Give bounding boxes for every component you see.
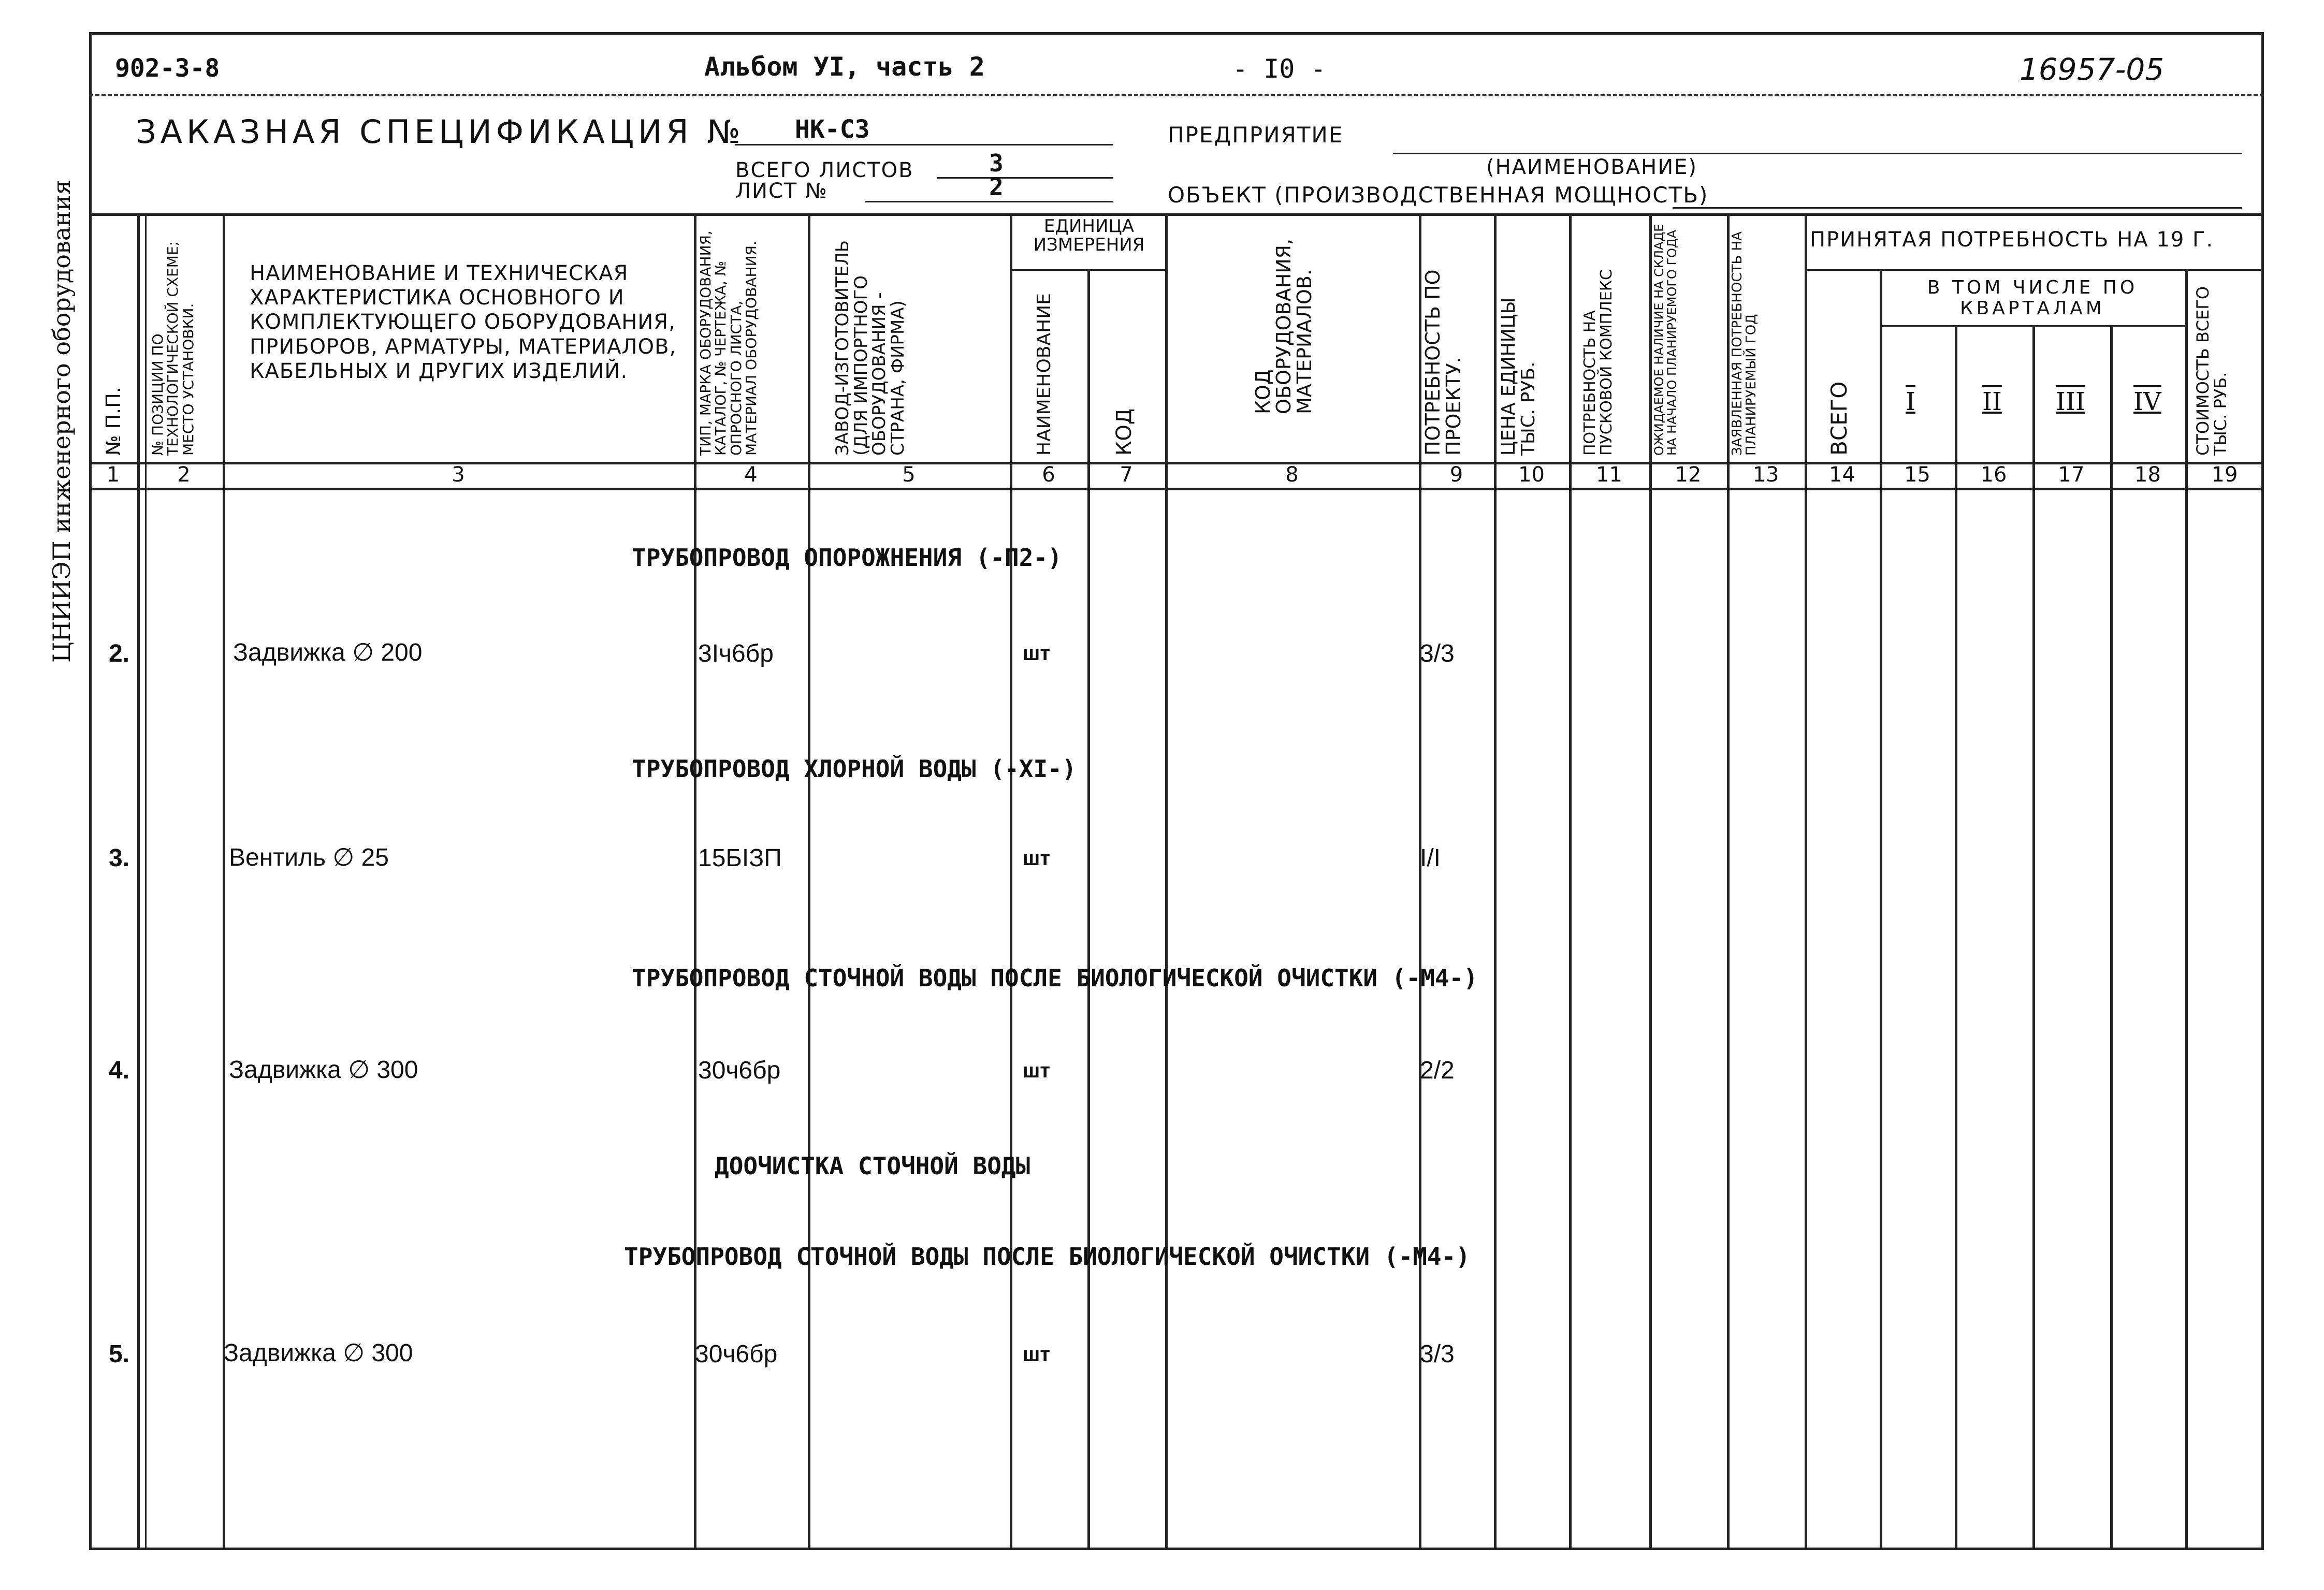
col-line-16 [2032,325,2035,1550]
col-line-7 [1165,213,1168,1550]
row-item-type: 15БIЗП [698,844,782,872]
col-number: 1 [106,463,120,487]
col-number: 12 [1675,463,1702,487]
row-item-name: Вентиль ∅ 25 [229,844,389,871]
row-number: 3. [109,844,130,872]
row-item-type: 3Iч6бр [698,640,774,667]
col-header-17: III [2056,387,2085,416]
col-number: 6 [1042,463,1055,487]
row-item-unit: шт [1023,1059,1050,1082]
object-label: ОБЪЕКТ (ПРОИЗВОДСТВЕННАЯ МОЩНОСТЬ) [1168,182,1709,208]
enterprise-label: ПРЕДПРИЯТИЕ [1168,122,1344,148]
row-item-type: 30ч6бр [698,1057,781,1084]
col-number: 19 [2211,463,2238,487]
col-line-5 [1010,213,1012,1550]
col-number: 11 [1596,463,1622,487]
col-number: 15 [1904,463,1930,487]
row-item-qty: 3/3 [1420,1340,1455,1368]
col-number: 17 [2058,463,2085,487]
row-number: 5. [109,1340,130,1368]
col-header-15: I [1906,387,1915,416]
col-header-4: ТИП, МАРКА ОБОРУДОВАНИЯ, КАТАЛОГ, № ЧЕРТЕЖА, № ОПРОСНОГО ЛИСТА, МАТЕРИАЛ ОБОРУДОВАНИЯ. [697,230,760,456]
row-item-name: Задвижка ∅ 300 [224,1339,413,1367]
col-header-10: ЦЕНА ЕДИНИЦЫ ТЫС. РУБ. [1498,297,1539,456]
top-divider [89,94,2264,96]
sheet-value: 2 [989,173,1004,201]
section-heading: ТРУБОПРОВОД ХЛОРНОЙ ВОДЫ (-XI-) [632,755,1077,783]
sheet-line [865,201,1113,202]
row-item-name: Задвижка ∅ 300 [229,1056,418,1084]
col-line-18 [2185,269,2188,1550]
sheet-frame [89,32,2264,1550]
doc-code: 902-3-8 [115,54,220,83]
col-header-13: ЗАЯВЛЕННАЯ ПОТРЕБНОСТЬ НА ПЛАНИРУЕМЫЙ ГОД [1730,231,1760,456]
col-line-15 [1955,325,1957,1550]
row-item-qty: 2/2 [1420,1057,1455,1084]
side-label: ЦНИИЭП инженерного оборудования [48,180,76,663]
col-header-16: II [1982,387,2002,416]
section-heading: ТРУБОПРОВОД СТОЧНОЙ ВОДЫ ПОСЛЕ БИОЛОГИЧЕСКОЙ ОЧИСТКИ (-М4-) [632,964,1478,992]
spec-number-line [735,144,1113,145]
album-label: Альбом УI, часть 2 [704,52,985,82]
unit-group-header: ЕДИНИЦА ИЗМЕРЕНИЯ [1033,216,1145,255]
section-heading: ТРУБОПРОВОД СТОЧНОЙ ВОДЫ ПОСЛЕ БИОЛОГИЧЕСКОЙ ОЧИСТКИ (-М4-) [624,1243,1470,1271]
col-header-11: ПОТРЕБНОСТЬ НА ПУСКОВОЙ КОМПЛЕКС [1581,269,1616,456]
row-number: 4. [109,1057,130,1084]
col-line-6 [1087,269,1090,1550]
col-number: 5 [902,463,916,487]
col-line-9 [1494,213,1497,1550]
row-item-qty: 3/3 [1420,640,1455,667]
col-line-1b [145,213,147,1550]
table-top-line [89,213,2264,216]
col-header-3: НАИМЕНОВАНИЕ И ТЕХНИЧЕСКАЯ ХАРАКТЕРИСТИКА ОСНОВНОГО И КОМПЛЕКТУЮЩЕГО ОБОРУДОВАНИЯ, ПРИБОРОВ, АРМАТУРЫ, МАТЕРИАЛОВ, КАБЕЛЬНЫХ И ДРУГИХ ИЗДЕЛИЙ. [250,261,677,383]
col-header-14: ВСЕГО [1826,381,1852,456]
col-number: 18 [2134,463,2161,487]
col-number: 3 [452,463,465,487]
col-header-9: ПОТРЕБНОСТЬ ПО ПРОЕКТУ. [1421,269,1465,456]
col-number: 10 [1518,463,1545,487]
page-number: - I0 - [1232,54,1326,84]
section-heading: ДООЧИСТКА СТОЧНОЙ ВОДЫ [715,1152,1030,1180]
col-line-4 [808,213,810,1550]
col-header-8: КОД ОБОРУДОВАНИЯ, МАТЕРИАЛОВ. [1252,238,1316,414]
row-item-type: 30ч6бр [695,1340,778,1368]
col-header-18: IV [2133,387,2161,416]
col-header-6: НАИМЕНОВАНИЕ [1034,293,1055,456]
col-number: 7 [1120,463,1133,487]
sheet-label: ЛИСТ № [735,179,828,203]
col-number: 8 [1285,463,1299,487]
total-sheets-line [937,177,1113,179]
name-hint: (НАИМЕНОВАНИЕ) [1486,155,1697,179]
col-number: 4 [744,463,758,487]
row-item-name: Задвижка ∅ 200 [233,639,423,666]
row-item-unit: шт [1023,1343,1050,1366]
colnum-bottom-line [89,488,2264,490]
col-number: 2 [177,463,191,487]
inventory-number: 16957-05 [2020,52,2165,87]
col-line-17 [2110,325,2113,1550]
section-heading: ТРУБОПРОВОД ОПОРОЖНЕНИЯ (-П2-) [632,544,1062,572]
col-header-19: СТОИМОСТЬ ВСЕГО ТЫС. РУБ. [2193,286,2230,456]
row-number: 2. [109,640,130,667]
total-sheets-value: 3 [989,149,1004,177]
col-number: 13 [1752,463,1779,487]
col-line-13 [1805,213,1807,1550]
enterprise-line [1393,153,2242,154]
col-header-5: ЗАВОД-ИЗГОТОВИТЕЛЬ (ДЛЯ ИМПОРТНОГО ОБОРУДОВАНИЯ - СТРАНА, ФИРМА) [832,240,909,456]
col-number: 14 [1829,463,1855,487]
col-line-10 [1569,213,1572,1550]
row-item-unit: шт [1023,847,1050,870]
spec-title: ЗАКАЗНАЯ СПЕЦИФИКАЦИЯ № [136,113,745,151]
col-header-12: ОЖИДАЕМОЕ НАЛИЧИЕ НА СКЛАДЕ НА НАЧАЛО ПЛАНИРУЕМОГО ГОДА [1652,224,1680,456]
col-line-14 [1880,269,1882,1550]
col-header-2: № ПОЗИЦИИ ПО ТЕХНОЛОГИЧЕСКОЙ СХЕМЕ; МЕСТО УСТАНОВКИ. [149,241,197,456]
row-item-unit: шт [1023,642,1050,665]
col-number: 9 [1449,463,1463,487]
col-line-1 [137,213,140,1550]
col-number: 16 [1980,463,2007,487]
accepted-group-header: ПРИНЯТАЯ ПОТРЕБНОСТЬ НА 19 Г. [1810,228,2214,252]
total-sheets-label: ВСЕГО ЛИСТОВ [735,158,914,182]
col-header-1: № П.П. [102,387,125,456]
spec-number: НК-С3 [795,115,870,144]
quarters-group-header: В ТОМ ЧИСЛЕ ПО КВАРТАЛАМ [1927,277,2138,319]
object-line [1673,207,2242,209]
col-header-7: КОД [1112,408,1136,456]
row-item-qty: I/I [1420,844,1441,872]
